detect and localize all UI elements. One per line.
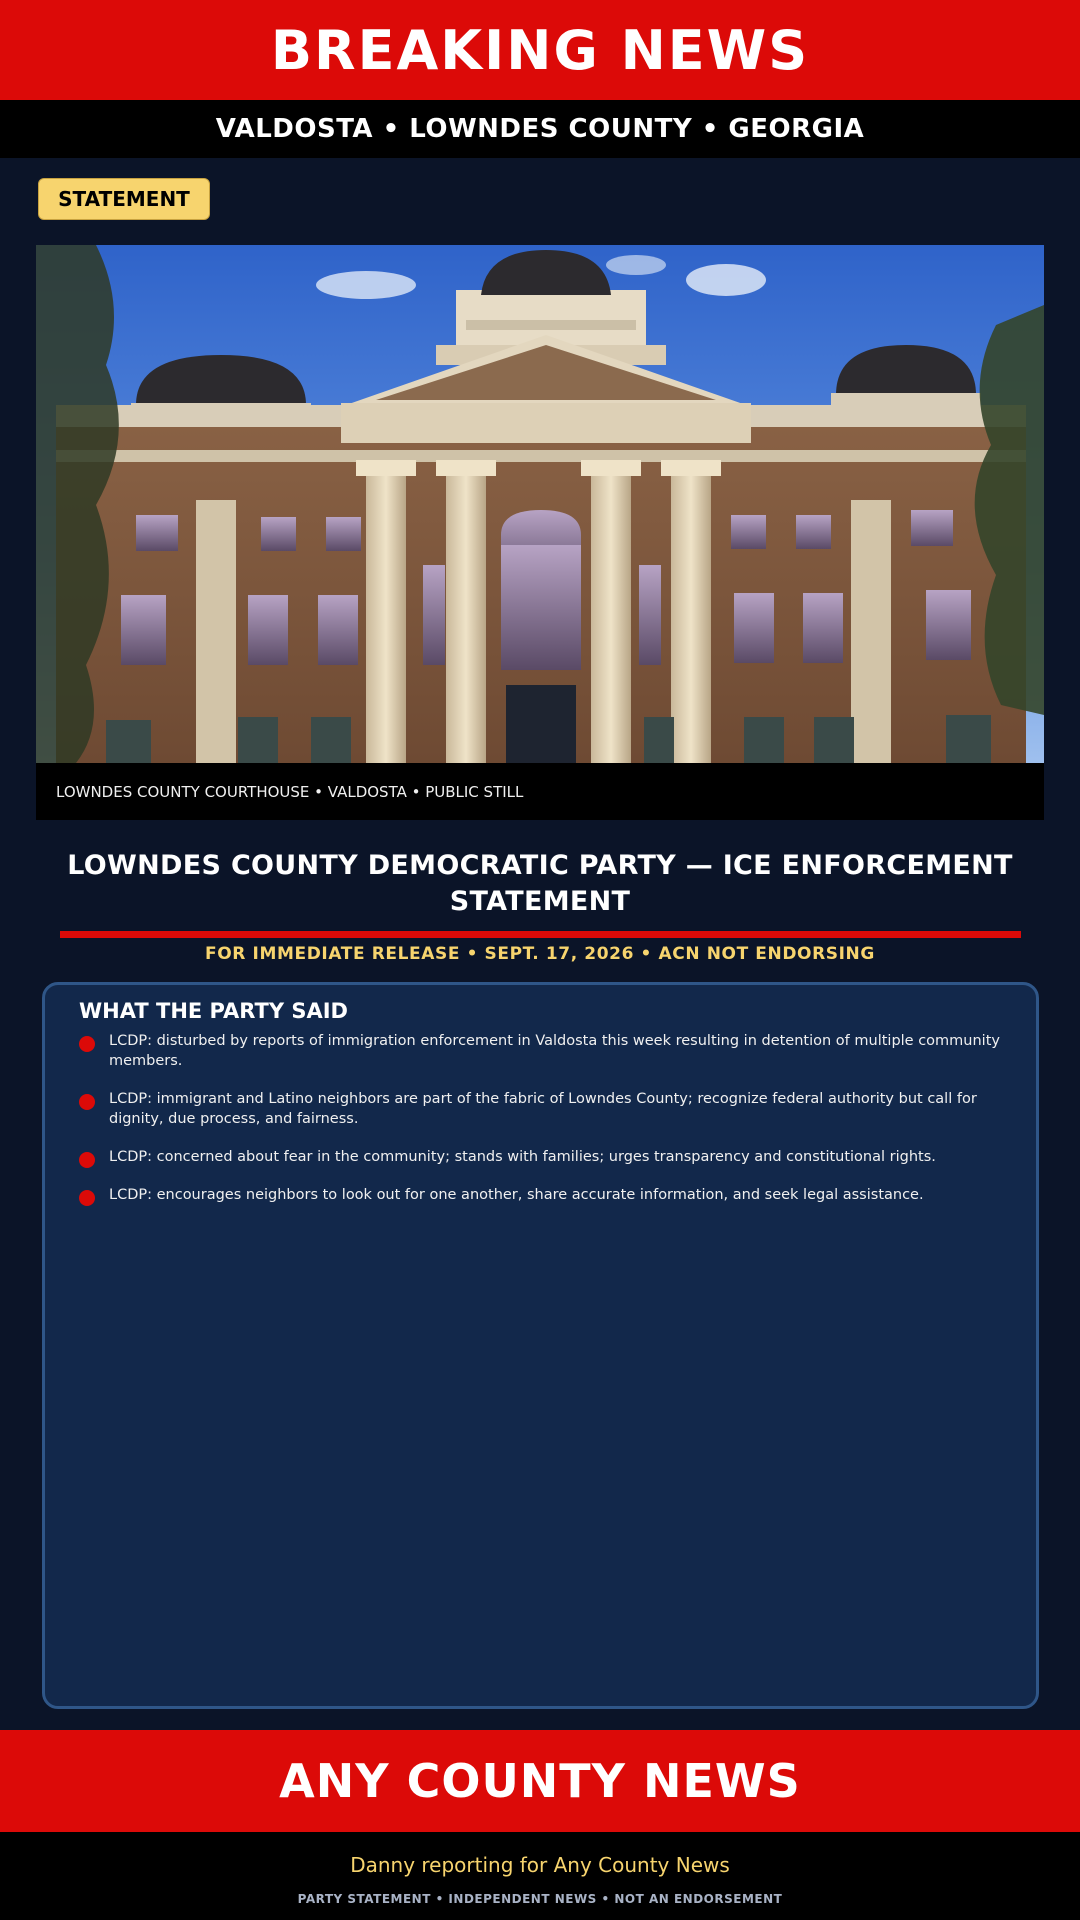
location-text: VALDOSTA • LOWNDES COUNTY • GEORGIA [215,114,865,144]
panel-title: WHAT THE PARTY SAID [79,999,348,1023]
photo-caption-text: LOWNDES COUNTY COURTHOUSE • VALDOSTA • PUBLIC STILL [56,782,524,801]
article-headline: LOWNDES COUNTY DEMOCRATIC PARTY — ICE ENFORCEMENT STATEMENT [67,850,1013,917]
statement-tag-label: STATEMENT [58,187,190,211]
footer [0,1832,1080,1920]
bullet-text: LCDP: encourages neighbors to look out for one another, share accurate information, and seek legal assistance. [109,1187,924,1203]
statement-tag [38,178,210,220]
list-item [75,1147,1005,1167]
bullet-text: LCDP: immigrant and Latino neighbors are part of the fabric of Lowndes County; recognize federal authority but call for dignity, due process, and fairness. [109,1091,977,1127]
breaking-news-banner [0,0,1080,100]
photo-caption [36,763,1044,820]
bullet-dot-icon [79,1152,95,1168]
banner-title: BREAKING NEWS [270,18,810,82]
bullet-dot-icon [79,1190,95,1206]
statement-panel [42,982,1039,1709]
reporter-credit: Danny reporting for Any County News [350,1853,730,1877]
bullet-text: LCDP: disturbed by reports of immigration enforcement in Valdosta this week resulting in detention of multiple community members. [109,1033,1000,1069]
list-item [75,1031,1005,1071]
bullet-dot-icon [79,1036,95,1052]
brand-name: ANY COUNTY NEWS [279,1754,801,1808]
statement-bullet-list [75,1031,1005,1223]
bullet-text: LCDP: concerned about fear in the community; stands with families; urges transparency and constitutional rights. [109,1149,936,1165]
article-dateline: FOR IMMEDIATE RELEASE • SEPT. 17, 2026 • ACN NOT ENDORSING [205,944,875,964]
location-bar [0,100,1080,158]
bullet-dot-icon [79,1094,95,1110]
brand-bar [0,1730,1080,1832]
list-item [75,1185,1005,1205]
footer-disclaimer: PARTY STATEMENT • INDEPENDENT NEWS • NOT AN ENDORSEMENT [297,1892,783,1906]
courthouse-photo [36,245,1044,763]
headline-divider [60,931,1021,938]
list-item [75,1089,1005,1129]
